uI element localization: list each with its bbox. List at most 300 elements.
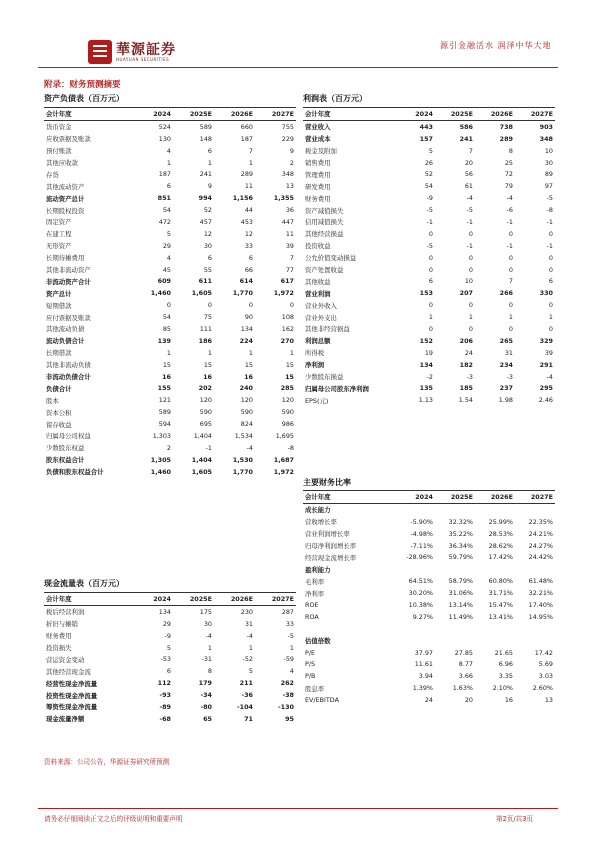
row-value: [435, 563, 475, 575]
row-value: 265: [499, 336, 513, 345]
balance-sheet-title: 资产负债表（百万元）: [44, 94, 124, 103]
row-value: 6.96: [498, 660, 513, 669]
row-value: 11: [285, 229, 294, 238]
table-row: [44, 204, 296, 216]
row-value: -4: [246, 631, 253, 640]
row-value: 1: [248, 158, 253, 167]
row-value: 1,303: [152, 431, 171, 440]
row-value: [515, 563, 555, 575]
row-value: 6: [207, 146, 212, 155]
column-header-label: 会计年度: [44, 593, 132, 605]
row-value: 58.79%: [448, 577, 473, 586]
row-value: 4: [289, 667, 294, 676]
table-row: [303, 551, 555, 563]
row-value: [435, 623, 475, 635]
row-value: 1.98: [498, 396, 513, 405]
row-value: 0: [468, 253, 473, 262]
table-row: [303, 216, 555, 228]
table-row: [44, 454, 296, 466]
row-label: 在建工程: [46, 230, 72, 239]
row-value: -93: [159, 691, 171, 700]
row-label: P/E: [305, 648, 316, 657]
table-row: [44, 168, 296, 180]
row-value: 1: [207, 158, 212, 167]
row-value: 16: [504, 696, 513, 705]
row-value: 54: [162, 206, 171, 215]
row-label: 负债合计: [46, 384, 72, 393]
row-label: 销售费用: [305, 159, 331, 167]
row-value: 2.60%: [532, 684, 553, 693]
table-row: [44, 466, 296, 478]
table-row: [303, 228, 555, 240]
row-value: 26: [424, 158, 433, 167]
table-row: [44, 382, 296, 394]
row-value: 7: [289, 253, 294, 262]
row-value: 457: [199, 217, 212, 226]
row-value: 134: [158, 607, 171, 616]
table-row: [44, 228, 296, 240]
row-value: 5.69: [538, 660, 553, 669]
table-row: [303, 335, 555, 347]
row-value: 9: [207, 182, 212, 191]
table-row: [303, 670, 555, 682]
row-label: 其他流动负债: [46, 325, 85, 334]
row-value: 9: [289, 146, 294, 155]
row-label: 资本公积: [46, 408, 72, 417]
row-value: 0: [548, 324, 553, 333]
row-label: 长期借款: [46, 349, 72, 358]
row-label: 固定资产: [46, 218, 72, 227]
table-row: [44, 157, 296, 169]
table-row: [44, 418, 296, 430]
row-value: -130: [278, 702, 294, 711]
row-value: 19: [424, 348, 433, 357]
table-row: [303, 587, 555, 599]
row-value: -7.11%: [410, 541, 433, 550]
row-value: 0: [289, 301, 294, 310]
row-value: [395, 563, 435, 575]
row-value: 4: [166, 146, 171, 155]
row-value: 1: [289, 348, 294, 357]
row-label: 归属母公司权益: [46, 432, 91, 441]
row-label: 营业收入: [305, 123, 331, 132]
row-value: 0: [508, 253, 513, 262]
row-value: 1,460: [150, 467, 171, 476]
row-label: 研发费用: [305, 182, 331, 191]
row-label: 股息率: [305, 684, 325, 693]
table-row: [303, 323, 555, 335]
row-value: 1: [166, 158, 171, 167]
row-value: 13: [544, 696, 553, 705]
table-row: [303, 264, 555, 276]
row-value: 0: [428, 265, 433, 274]
row-value: -5: [546, 194, 553, 203]
row-value: 24.21%: [528, 529, 553, 538]
row-value: 1.63%: [452, 684, 473, 693]
cash-flow-table: [44, 593, 296, 725]
row-value: 79: [504, 182, 513, 191]
row-value: 1.54: [458, 396, 473, 405]
row-value: 120: [199, 396, 212, 405]
row-value: 1,972: [273, 289, 294, 298]
row-value: 0: [508, 301, 513, 310]
row-value: 20: [464, 696, 473, 705]
row-value: 185: [459, 384, 473, 393]
row-value: 1,534: [234, 431, 253, 440]
row-value: 986: [281, 420, 294, 429]
row-label: 资产减值损失: [305, 206, 344, 215]
table-row: [44, 192, 296, 204]
row-value: 5: [166, 229, 171, 238]
row-value: 453: [240, 217, 253, 226]
row-value: 97: [544, 182, 553, 191]
table-row: [303, 287, 555, 299]
table-row: [44, 299, 296, 311]
row-label: 少数股东权益: [46, 444, 85, 453]
column-header-year: 2025E: [435, 491, 475, 503]
row-value: 95: [285, 714, 294, 723]
row-label: 非流动资产合计: [46, 277, 91, 286]
row-label: 无形资产: [46, 242, 72, 251]
row-label: 营收增长率: [305, 518, 337, 527]
row-value: 270: [280, 336, 294, 345]
row-label: 其他经营损益: [305, 230, 344, 239]
row-value: [475, 623, 515, 635]
row-value: 1.13: [418, 396, 433, 405]
row-value: -5: [426, 241, 433, 250]
row-value: 33: [244, 241, 253, 250]
row-value: 24: [424, 696, 433, 705]
column-header-year: 2024: [395, 108, 435, 120]
row-value: 44: [244, 206, 253, 215]
row-label: 营业成本: [305, 135, 331, 144]
balance-sheet-header-row: [44, 108, 296, 120]
row-label: 应付票据及账款: [46, 313, 91, 322]
row-value: 29: [162, 241, 171, 250]
row-value: 241: [459, 134, 473, 143]
row-value: 1: [428, 313, 433, 322]
row-value: 39: [544, 348, 553, 357]
row-value: 0: [468, 301, 473, 310]
row-value: 13.14%: [448, 600, 473, 609]
table-row: [303, 658, 555, 670]
row-value: 71: [244, 714, 253, 723]
table-row: [303, 180, 555, 192]
row-label: 短期借款: [46, 301, 72, 310]
row-value: 0: [548, 229, 553, 238]
row-value: 590: [281, 408, 294, 417]
row-label: 估值倍数: [305, 637, 331, 646]
page-header: [0, 0, 596, 70]
table-row: [44, 145, 296, 157]
row-value: 7: [468, 146, 473, 155]
row-value: 234: [499, 360, 513, 369]
row-label: 管理费用: [305, 170, 331, 179]
row-label: 经营性现金净流量: [46, 679, 98, 688]
row-value: -80: [200, 702, 212, 711]
row-value: 139: [157, 336, 171, 345]
row-value: 31: [504, 348, 513, 357]
row-value: 0: [166, 301, 171, 310]
row-label: 流动负债合计: [46, 337, 85, 346]
table-row: [44, 394, 296, 406]
row-label: 长期待摊费用: [46, 254, 85, 263]
row-value: [515, 503, 555, 515]
row-label: 财务费用: [46, 632, 72, 641]
table-row: [303, 311, 555, 323]
row-value: 90: [244, 313, 253, 322]
row-value: 155: [157, 384, 171, 393]
column-header-year: 2027E: [255, 108, 296, 120]
row-value: 202: [198, 384, 212, 393]
row-value: 3.03: [538, 672, 553, 681]
row-value: 3.94: [418, 672, 433, 681]
row-value: 614: [239, 277, 253, 286]
row-value: 230: [240, 607, 253, 616]
table-row: [44, 240, 296, 252]
table-row: [303, 157, 555, 169]
row-value: 33: [285, 619, 294, 628]
row-label: EV/EBITDA: [305, 696, 339, 705]
row-value: 31.71%: [488, 589, 513, 598]
row-value: 121: [158, 396, 171, 405]
table-row: [44, 430, 296, 442]
row-label: 营运资金变动: [46, 655, 85, 664]
row-value: 755: [281, 122, 294, 131]
row-value: 187: [158, 170, 171, 179]
row-value: 11: [244, 182, 253, 191]
row-label: 长期股权投资: [46, 206, 85, 215]
row-value: 241: [199, 170, 212, 179]
row-label: 税后经营利润: [46, 608, 85, 617]
row-label: 股本: [46, 396, 59, 405]
table-row: [303, 623, 555, 635]
row-value: -5: [287, 631, 294, 640]
row-value: 0: [207, 301, 212, 310]
row-value: 0: [468, 229, 473, 238]
footer-page-number: 第2页/共3页: [496, 815, 533, 823]
column-header-year: 2026E: [475, 491, 515, 503]
row-value: 589: [199, 122, 212, 131]
row-value: 30: [203, 241, 212, 250]
table-row: [44, 713, 296, 725]
row-value: 1,404: [193, 431, 212, 440]
table-row: [44, 335, 296, 347]
row-label: ROA: [305, 612, 319, 621]
row-value: 15: [285, 360, 294, 369]
table-row: [303, 382, 555, 394]
row-value: 112: [157, 679, 171, 688]
row-value: -6: [506, 206, 513, 215]
row-value: 77: [285, 265, 294, 274]
row-value: 1: [166, 348, 171, 357]
income-statement-title: 利润表（百万元）: [303, 94, 367, 103]
row-label: 投资收益: [305, 242, 331, 251]
row-label: P/B: [305, 672, 316, 681]
table-row: [44, 371, 296, 383]
row-value: 590: [240, 408, 253, 417]
row-value: 443: [419, 122, 433, 131]
table-row: [44, 653, 296, 665]
row-value: -8: [287, 443, 294, 452]
row-value: 120: [240, 396, 253, 405]
row-value: 39: [285, 241, 294, 250]
row-value: 108: [281, 313, 294, 322]
row-value: 1,605: [191, 467, 212, 476]
row-value: -34: [200, 691, 212, 700]
column-header-label: 会计年度: [303, 491, 395, 503]
row-value: 11.49%: [448, 612, 473, 621]
row-value: 130: [158, 134, 171, 143]
row-value: 17.42: [534, 648, 553, 657]
row-value: 15: [285, 372, 294, 381]
row-value: -5: [426, 206, 433, 215]
row-label: 折旧与摊销: [46, 620, 78, 629]
row-value: -1: [546, 217, 553, 226]
row-label: ROE: [305, 600, 319, 609]
table-row: [44, 311, 296, 323]
row-value: 1: [248, 643, 253, 652]
row-value: 851: [157, 194, 171, 203]
row-value: 17.40%: [528, 600, 553, 609]
row-value: 32.32%: [448, 517, 473, 526]
row-value: -5.90%: [410, 517, 433, 526]
row-value: 1,695: [275, 431, 294, 440]
row-value: -4: [466, 194, 473, 203]
row-value: [475, 503, 515, 515]
row-value: 289: [240, 170, 253, 179]
row-value: 7: [508, 277, 513, 286]
row-value: -52: [242, 655, 253, 664]
row-value: 15: [244, 360, 253, 369]
column-header-label: 会计年度: [303, 108, 395, 120]
ratios-header-row: [303, 491, 555, 503]
row-value: 472: [158, 217, 171, 226]
row-value: 8: [508, 146, 513, 155]
table-row: [44, 442, 296, 454]
row-value: -2: [426, 372, 433, 381]
row-value: 207: [459, 289, 473, 298]
table-row: [44, 323, 296, 335]
row-value: 0: [508, 324, 513, 333]
column-header-year: 2026E: [214, 593, 255, 605]
row-value: 15: [162, 360, 171, 369]
row-value: 10: [544, 146, 553, 155]
row-value: 1,687: [273, 455, 294, 464]
row-label: 其他应收款: [46, 159, 78, 167]
ratios-table: [303, 491, 555, 706]
row-value: 61.48%: [528, 577, 553, 586]
row-value: 66: [244, 265, 253, 274]
row-value: 1.39%: [412, 684, 433, 693]
row-value: 1: [548, 313, 553, 322]
row-value: 17.42%: [488, 553, 513, 562]
row-label: 净利率: [305, 589, 325, 598]
row-value: 13.41%: [488, 612, 513, 621]
row-value: -59: [283, 655, 294, 664]
income-statement-header-row: [303, 108, 555, 120]
row-label: 投资性现金净流量: [46, 691, 98, 700]
row-value: [475, 635, 515, 647]
table-row: [303, 275, 555, 287]
row-label: 其他非流动负债: [46, 361, 91, 370]
row-value: 15: [203, 360, 212, 369]
row-value: -4: [246, 443, 253, 452]
row-value: 2.46: [538, 396, 553, 405]
row-value: 240: [239, 384, 253, 393]
row-label: 营业外收入: [305, 301, 337, 310]
row-label: 应收票据及账款: [46, 135, 91, 144]
row-label: 营业外支出: [305, 313, 337, 322]
row-value: 1,972: [273, 467, 294, 476]
brand-name-en: HUAYUAN SECURITIES: [116, 57, 170, 62]
row-value: 61: [464, 182, 473, 191]
row-value: 27.85: [454, 648, 473, 657]
row-value: -5: [466, 206, 473, 215]
header-slogan: 源引金融活水 润泽中华大地: [440, 41, 552, 50]
row-value: 186: [198, 336, 212, 345]
row-value: [395, 635, 435, 647]
table-row: [44, 275, 296, 287]
row-value: 903: [539, 122, 553, 131]
row-label: 其他非经营损益: [305, 325, 350, 334]
row-value: -9: [164, 631, 171, 640]
row-value: 0: [428, 324, 433, 333]
row-value: -104: [237, 702, 253, 711]
row-label: 货币资金: [46, 123, 72, 132]
row-value: 35.22%: [448, 529, 473, 538]
table-row: [44, 133, 296, 145]
row-value: 1,404: [191, 455, 212, 464]
table-row: [303, 359, 555, 371]
row-value: 289: [499, 134, 513, 143]
row-value: [515, 635, 555, 647]
row-value: 211: [239, 679, 253, 688]
row-value: 5: [428, 146, 433, 155]
table-row: [44, 216, 296, 228]
row-value: 13: [285, 182, 294, 191]
row-value: 12: [244, 229, 253, 238]
table-row: [303, 394, 555, 406]
row-value: 72: [504, 170, 513, 179]
row-value: 24: [464, 348, 473, 357]
row-label: 毛利率: [305, 577, 325, 586]
table-row: [303, 168, 555, 180]
row-label: 非流动负债合计: [46, 373, 91, 382]
column-header-label: 会计年度: [44, 108, 132, 120]
table-row: [44, 120, 296, 132]
company-logo-icon: [88, 40, 112, 64]
row-value: 1: [289, 643, 294, 652]
row-value: 5: [166, 643, 171, 652]
row-value: 30: [203, 619, 212, 628]
row-value: 447: [281, 217, 294, 226]
row-value: -4: [205, 631, 212, 640]
table-row: [303, 299, 555, 311]
row-value: -31: [201, 655, 212, 664]
row-label: 其他非流动资产: [46, 266, 91, 275]
row-value: 52: [424, 170, 433, 179]
table-row: [44, 252, 296, 264]
row-value: 14.95%: [528, 612, 553, 621]
row-value: -89: [159, 702, 171, 711]
row-value: 64.51%: [408, 577, 433, 586]
table-row: [303, 192, 555, 204]
table-row: [303, 635, 555, 647]
row-value: 4: [166, 253, 171, 262]
row-value: 266: [499, 289, 513, 298]
row-value: 6: [548, 277, 553, 286]
